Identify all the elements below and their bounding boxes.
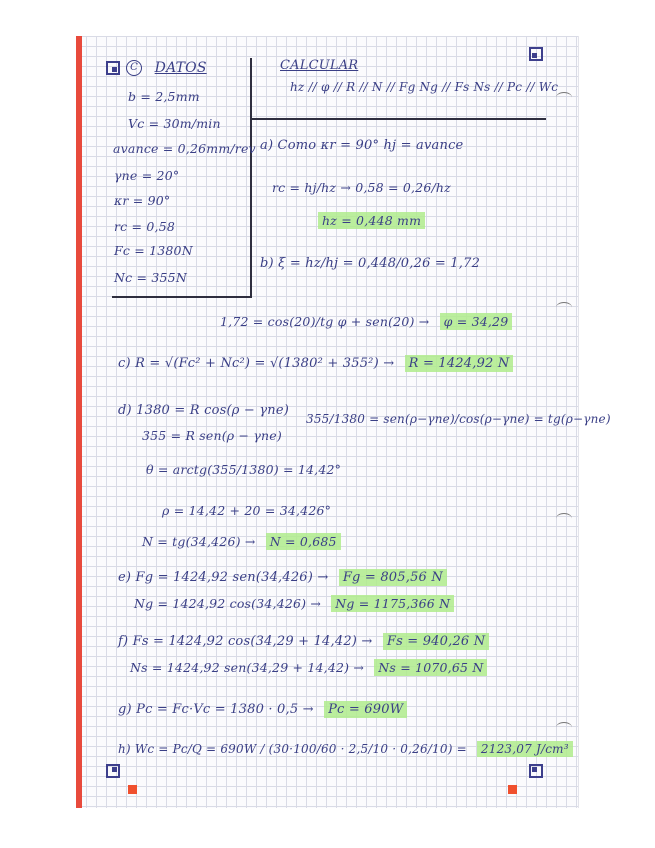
red-square-right-icon	[508, 785, 517, 794]
red-margin-line	[76, 36, 82, 808]
step-d-line4: θ = arctg(355/1380) = 14,42°	[146, 462, 342, 477]
datos-item: rc = 0,58	[114, 219, 176, 234]
step-a-result: hz = 0,448 mm	[318, 213, 425, 228]
step-f-line1: f) Fs = 1424,92 cos(34,29 + 14,42) → Fs = 940,26 N	[118, 634, 489, 649]
step-a-line1: a) Como κr = 90° hj = avance	[260, 138, 464, 153]
step-f-line2: Ns = 1424,92 sen(34,29 + 14,42) → Ns = 1070,65 N	[130, 660, 487, 675]
step-b-line2: 1,72 = cos(20)/tg φ + sen(20) → φ = 34,29	[220, 314, 512, 329]
datos-box-right-border	[250, 58, 252, 298]
datos-item: avance = 0,26mm/rev	[113, 141, 256, 156]
binder-ring-icon	[556, 92, 572, 103]
step-e-line1: e) Fg = 1424,92 sen(34,426) → Fg = 805,56 N	[118, 570, 447, 585]
step-h-result: 2123,07 J/cm³	[477, 741, 573, 757]
binder-ring-icon	[556, 722, 572, 733]
step-d-line6: N = tg(34,426) → N = 0,685	[142, 534, 341, 549]
binder-ring-icon	[556, 513, 572, 524]
step-d-line1: d) 1380 = R cos(ρ − γne)	[118, 403, 290, 418]
datos-item: γne = 20°	[114, 168, 180, 183]
step-c-result: R = 1424,92 N	[405, 355, 514, 372]
step-g-result: Pc = 690W	[324, 701, 407, 718]
step-h-line1: h) Wc = Pc/Q = 690W / (30·100/60 · 2,5/10 · 0,26/10) = 2123,07 J/cm³	[118, 742, 573, 756]
corner-mark-bottom-left-icon	[106, 764, 120, 778]
datos-item: b = 2,5mm	[128, 89, 200, 104]
calcular-divider	[250, 118, 546, 120]
step-d-line5: ρ = 14,42 + 20 = 34,426°	[162, 503, 332, 518]
datos-item: Vc = 30m/min	[128, 116, 221, 131]
step-c-line1: c) R = √(Fc² + Nc²) = √(1380² + 355²) → R = 1424,92 N	[118, 356, 513, 371]
calcular-title: CALCULAR	[280, 58, 359, 73]
step-a-line2: rc = hj/hz → 0,58 = 0,26/hz	[272, 180, 451, 195]
datos-box-bottom-border	[112, 296, 252, 298]
step-d-line2: 355 = R sen(ρ − γne)	[142, 428, 282, 443]
calcular-list: hz // φ // R // N // Fg Ng // Fs Ns // Pc // Wc	[290, 80, 559, 94]
step-f-result2: Ns = 1070,65 N	[374, 659, 487, 676]
step-b-result: φ = 34,29	[440, 313, 513, 330]
step-f-result1: Fs = 940,26 N	[383, 633, 489, 650]
step-e-result2: Ng = 1175,366 N	[331, 595, 454, 612]
datos-item: Nc = 355N	[114, 270, 187, 285]
corner-mark-top-right-icon	[529, 47, 543, 61]
step-d-result: N = 0,685	[266, 533, 341, 550]
datos-item: κr = 90°	[114, 193, 171, 208]
datos-title: C DATOS	[126, 60, 207, 76]
step-e-line2: Ng = 1424,92 cos(34,426) → Ng = 1175,366 N	[134, 596, 454, 611]
corner-mark-top-left-icon	[106, 61, 120, 75]
datos-item: Fc = 1380N	[114, 243, 193, 258]
step-d-line3: 355/1380 = sen(ρ−γne)/cos(ρ−γne) = tg(ρ−γne)	[306, 412, 611, 426]
step-b-line1: b) ξ = hz/hj = 0,448/0,26 = 1,72	[260, 256, 481, 271]
red-square-left-icon	[128, 785, 137, 794]
step-g-line1: g) Pc = Fc·Vc = 1380 · 0,5 → Pc = 690W	[118, 702, 407, 717]
corner-mark-bottom-right-icon	[529, 764, 543, 778]
step-e-result1: Fg = 805,56 N	[339, 569, 447, 586]
binder-ring-icon	[556, 302, 572, 313]
